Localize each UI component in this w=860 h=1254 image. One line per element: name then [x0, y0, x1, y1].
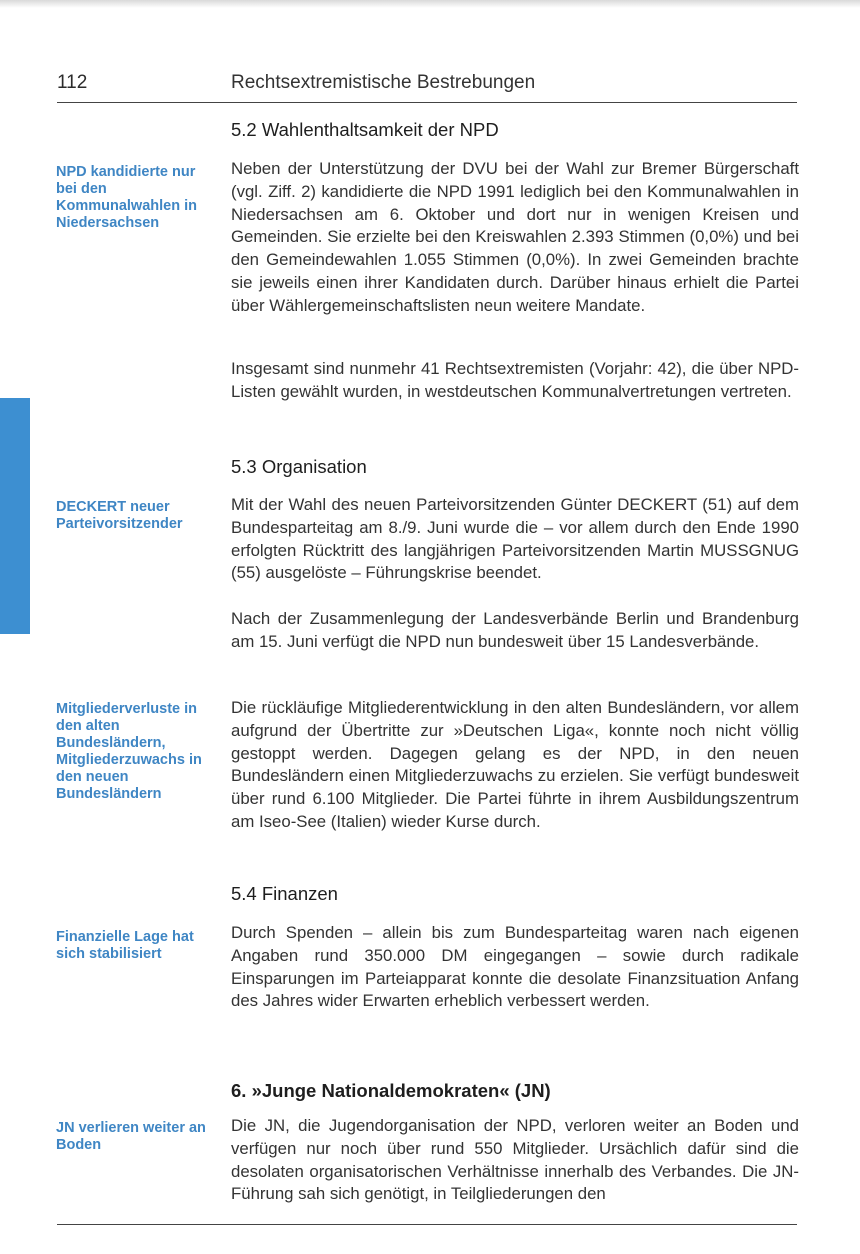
- margin-note-npd-kommunalwahlen: NPD kandidierte nur bei den Kommunalwahlen in Niedersachsen: [56, 164, 197, 231]
- margin-note-deckert: DECKERT neuer Parteivorsitzender: [56, 499, 183, 532]
- paragraph-finanzen-1: Durch Spenden – allein bis zum Bundesparteitag waren nach eigenen Angaben rund 350.000 DM eingegangen – sowie durch radikale Einsparungen im Parteiapparat konnte die desolate Finanzsituation Anfang des Jahres wider Erwarten erheblich verbessert werden.: [231, 923, 799, 1011]
- footer-rule: [57, 1224, 797, 1225]
- scan-top-edge: [0, 0, 860, 8]
- margin-note-mitglieder: Mitgliederverluste in den alten Bundesländern, Mitgliederzuwachs in den neuen Bundesländern: [56, 701, 202, 802]
- margin-note-jn: JN verlieren weiter an Boden: [56, 1120, 206, 1153]
- paragraph-organisation-3: Die rückläufige Mitgliederentwicklung in den alten Bundesländern, vor allem aufgrund der Übertritte zur »Deutschen Liga«, konnte noch nicht völlig gestoppt werden. Dagegen gelang es der NPD, in den neuen Bundesländern einen Mitgliederzuwachs zu erzielen. Sie verfügt bundesweit über rund 6.100 Mitglieder. Die Partei führte in ihrem Ausbildungszentrum am Iseo-See (Italien) wieder Kurse durch.: [231, 698, 799, 831]
- page-number: 112: [57, 72, 88, 93]
- header-rule: [57, 102, 797, 103]
- section-heading-6: 6. »Junge Nationaldemokraten« (JN): [231, 1080, 551, 1101]
- margin-note-finanzen: Finanzielle Lage hat sich stabilisiert: [56, 929, 194, 962]
- paragraph-wahlenthaltsamkeit-2: Insgesamt sind nunmehr 41 Rechtsextremisten (Vorjahr: 42), die über NPD-Listen gewählt wurden, in westdeutschen Kommunalvertretungen vertreten.: [231, 359, 799, 401]
- paragraph-jn-1: Die JN, die Jugendorganisation der NPD, verloren weiter an Boden und verfügen nur noch über rund 550 Mitglieder. Ursächlich dafür sind die desolaten organisatorischen Verhältnisse innerhalb des Verbandes. Die JN-Führung sah sich genötigt, in Teilgliederungen den: [231, 1116, 799, 1204]
- paragraph-organisation-2: Nach der Zusammenlegung der Landesverbände Berlin und Brandenburg am 15. Juni verfügt die NPD nun bundesweit über 15 Landesverbände.: [231, 609, 799, 651]
- paragraph-organisation-1: Mit der Wahl des neuen Parteivorsitzenden Günter DECKERT (51) auf dem Bundesparteitag am 8./9. Juni wurde die – vor allem durch den Ende 1990 erfolgten Rücktritt des langjährigen Parteivorsitzenden Martin MUSSGNUG (55) ausgelöste – Führungskrise beendet.: [231, 495, 799, 583]
- running-header: Rechtsextremistische Bestrebungen: [231, 72, 536, 93]
- paragraph-wahlenthaltsamkeit-1: Neben der Unterstützung der DVU bei der Wahl zur Bremer Bürgerschaft (vgl. Ziff. 2) kandidierte die NPD 1991 lediglich bei den Kommunalwahlen in Niedersachsen am 6. Oktober und dort nur in wenigen Kreisen und Gemeinden. Sie erzielte bei den Kreiswahlen 2.393 Stimmen (0,0%) und bei den Gemeindewahlen 1.055 Stimmen (0,0%). In zwei Gemeinden brachte sie jeweils einen ihrer Kandidaten durch. Darüber hinaus erhielt die Partei über Wählergemeinschaftslisten neun weitere Mandate.: [231, 159, 799, 315]
- section-heading-5-2: 5.2 Wahlenthaltsamkeit der NPD: [231, 119, 499, 140]
- section-heading-5-3: 5.3 Organisation: [231, 456, 367, 477]
- chapter-thumb-tab: [0, 398, 30, 634]
- section-heading-5-4: 5.4 Finanzen: [231, 883, 338, 904]
